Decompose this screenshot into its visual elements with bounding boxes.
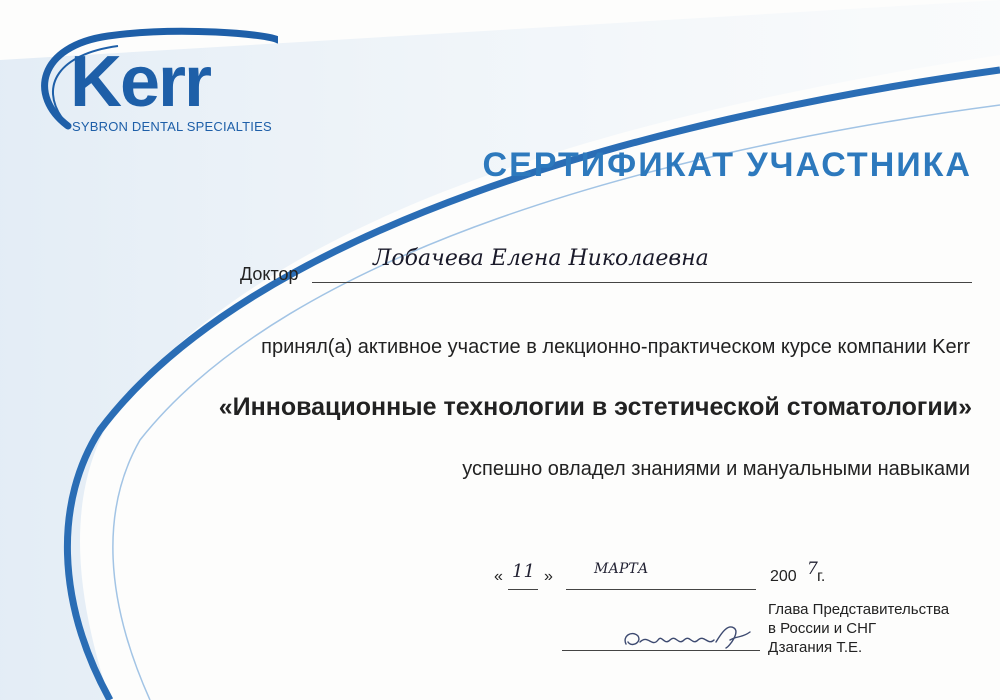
- signatory-region: в России и СНГ: [768, 620, 877, 637]
- doctor-row: [240, 244, 972, 288]
- date-year-suffix: г.: [817, 568, 826, 585]
- month-underline: [566, 589, 756, 590]
- date-open-quote: «: [494, 568, 503, 585]
- date-year-prefix: 200: [770, 568, 797, 585]
- date-year-digit: 7: [807, 559, 818, 579]
- signatory-block: [768, 600, 949, 657]
- certificate-title: СЕРТИФИКАТ УЧАСТНИКА: [482, 146, 972, 184]
- participation-text: принял(а) активное участие в лекционно-практическом курсе компании Kerr: [261, 336, 970, 358]
- logo-tagline: SYBRON DENTAL SPECIALTIES: [72, 119, 272, 134]
- date-row: [488, 556, 828, 590]
- course-name: «Инновационные технологии в эстетической стоматологии»: [218, 393, 972, 421]
- doctor-name: Лобачева Елена Николаевна: [373, 246, 709, 271]
- logo-wordmark: Kerr: [70, 42, 211, 122]
- day-underline: [508, 589, 538, 590]
- doctor-underline: [312, 282, 972, 283]
- mastery-text: успешно овладел знаниями и мануальными навыками: [462, 458, 970, 480]
- signatory-name: Дзагания Т.Е.: [768, 639, 863, 656]
- doctor-label: Доктор: [240, 264, 299, 284]
- date-close-quote: »: [544, 568, 553, 585]
- kerr-logo: [28, 26, 278, 146]
- signatory-title: Глава Представительства: [768, 601, 950, 618]
- handwritten-signature: [618, 618, 758, 658]
- date-month: МАРТА: [594, 561, 649, 577]
- date-day: 11: [512, 561, 535, 582]
